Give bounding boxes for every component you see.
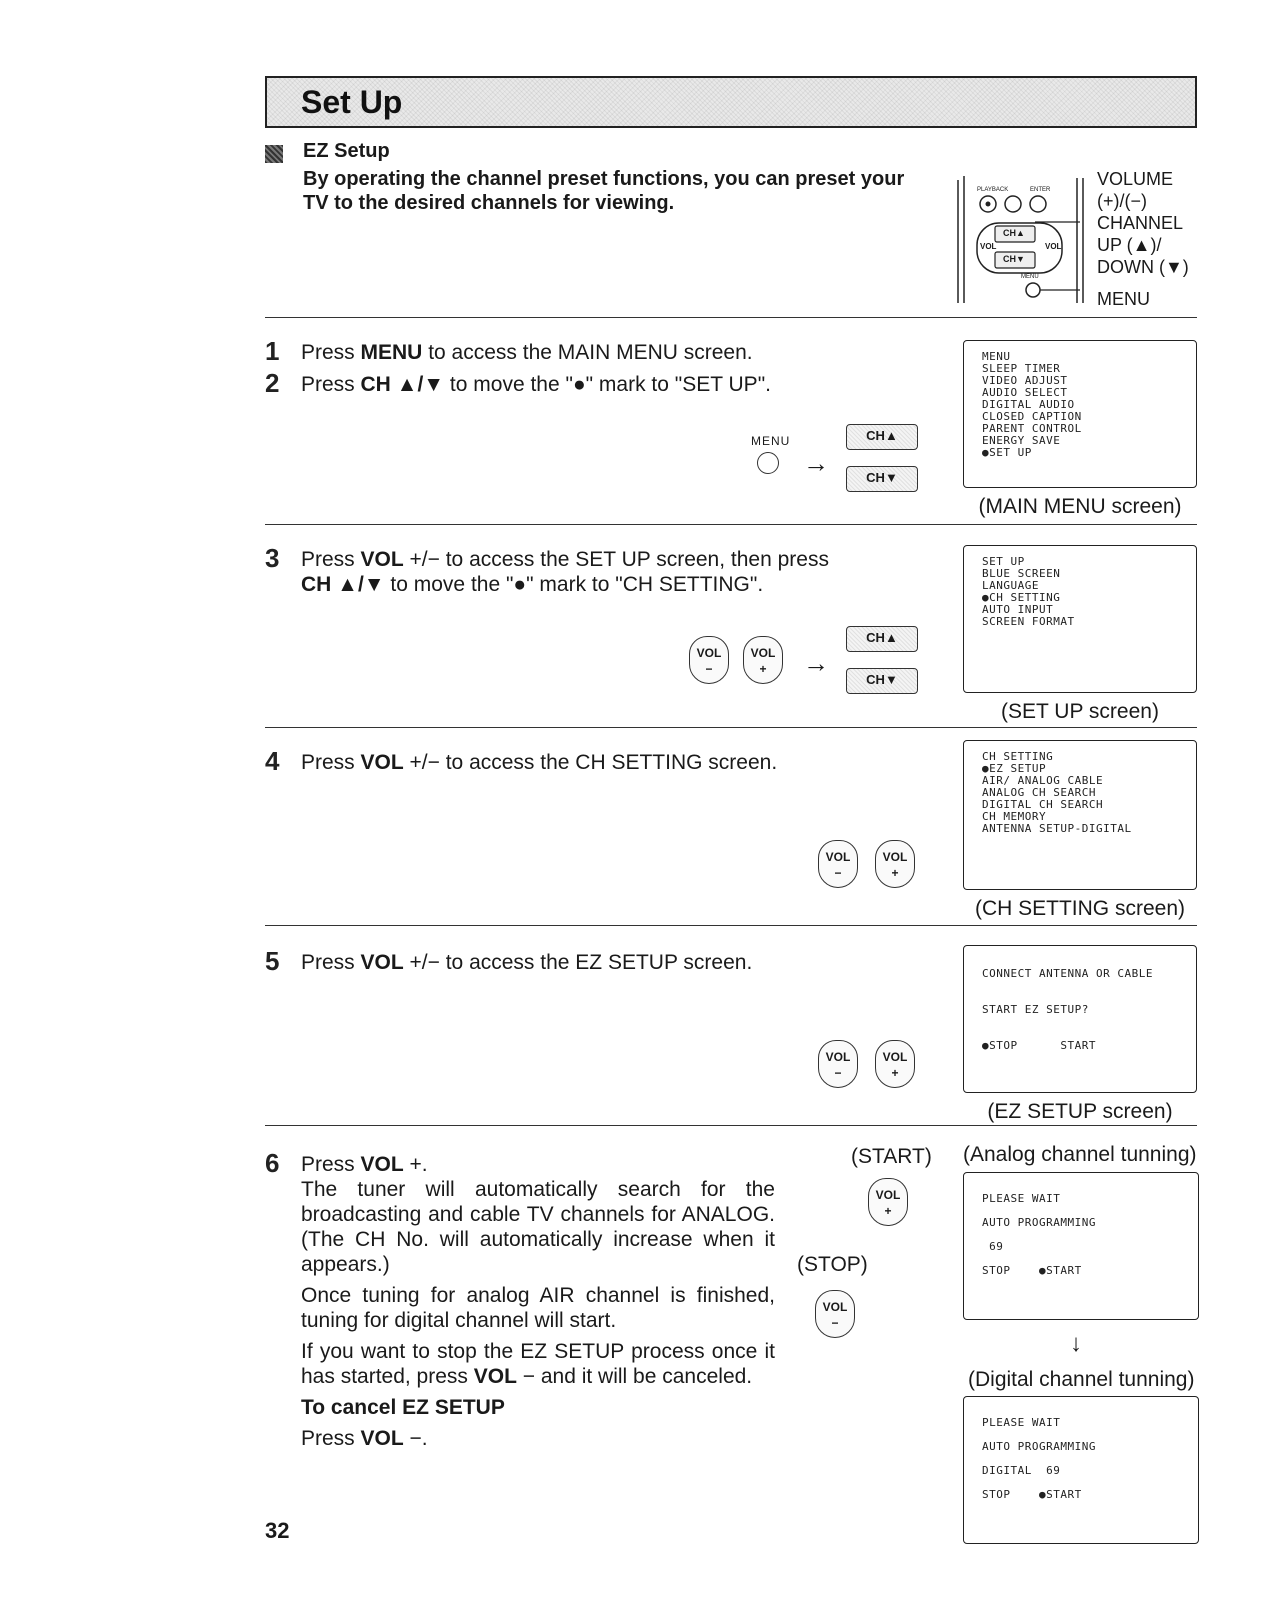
remote-illustration: [955, 168, 1095, 308]
arrow-right-icon: →: [803, 648, 829, 678]
screen-line: AUDIO SELECT: [982, 386, 1068, 399]
screen-line: CONNECT ANTENNA OR CABLE: [982, 967, 1153, 980]
step-text-prefix: Press: [301, 341, 361, 364]
divider: [265, 524, 1197, 525]
screen-line: AUTO PROGRAMMING: [982, 1440, 1096, 1453]
step-text-prefix: Press: [301, 373, 361, 396]
step-text-suffix: to move the "●" mark to "SET UP".: [444, 373, 771, 396]
digital-tuning-screen: [963, 1396, 1199, 1544]
screen-caption: (CH SETTING screen): [974, 897, 1186, 920]
menu-label: MENU: [1097, 289, 1150, 309]
step-1-text: [301, 340, 753, 365]
divider: [265, 317, 1197, 318]
step-text-suffix: +/− to access the CH SETTING screen.: [403, 751, 778, 774]
screen-line: ENERGY SAVE: [982, 434, 1061, 447]
analog-heading: (Analog channel tunning): [963, 1143, 1197, 1166]
step-text-bold: CH ▲/▼: [360, 373, 445, 396]
cancel-heading: To cancel EZ SETUP: [301, 1396, 505, 1419]
menu-button-icon: [1026, 283, 1040, 297]
vol-plus-button[interactable]: [875, 840, 915, 888]
screen-line: AUTO PROGRAMMING: [982, 1216, 1096, 1229]
menu-button-label: MENU: [751, 434, 791, 448]
step-number: 4: [265, 746, 280, 776]
button-sign: −: [834, 866, 842, 880]
button-label: VOL: [822, 1300, 848, 1314]
screen-line: ●CH SETTING: [982, 591, 1061, 604]
step-text-suffix: +/− to access the SET UP screen, then press: [403, 548, 829, 571]
square-bullet-icon: [265, 145, 283, 163]
step-text-suffix: +/− to access the EZ SETUP screen.: [403, 951, 753, 974]
ch-up-button[interactable]: CH▲: [846, 626, 918, 652]
step-text-bold: VOL: [360, 751, 404, 774]
screen-line: SLEEP TIMER: [982, 362, 1061, 375]
digital-heading: (Digital channel tunning): [968, 1368, 1195, 1391]
step-text-prefix: Press: [301, 751, 361, 774]
screen-line: DIGITAL CH SEARCH: [982, 798, 1104, 811]
start-label: (START): [851, 1145, 932, 1168]
divider: [265, 727, 1197, 728]
screen-line: [982, 1016, 1178, 1040]
volume-sub-label: (+)/(−): [1097, 191, 1148, 211]
vol-minus-button[interactable]: [689, 636, 729, 684]
screen-line: [982, 980, 1178, 1004]
button-label: VOL: [882, 850, 908, 864]
ch-down-button[interactable]: CH▼: [846, 466, 918, 492]
remote-vol-left: VOL: [980, 242, 997, 251]
step-6-text: [301, 1152, 775, 1451]
screen-line: AIR/ ANALOG CABLE: [982, 774, 1104, 787]
menu-button-icon[interactable]: [757, 452, 779, 474]
screen-caption: (SET UP screen): [1001, 700, 1159, 723]
screen-line: STOP ●START: [982, 1488, 1082, 1501]
ch-up-button[interactable]: CH▲: [846, 424, 918, 450]
screen-line: CLOSED CAPTION: [982, 410, 1082, 423]
channel-down-label: DOWN (▼): [1097, 257, 1189, 277]
enter-button-icon: [1030, 196, 1046, 212]
step-6-para-2: Once tuning for analog AIR channel is finished, tuning for digital channel will start.: [301, 1284, 775, 1332]
button-label: VOL: [825, 1050, 851, 1064]
ch-setting-screen: [963, 740, 1197, 890]
step-text-bold: VOL: [360, 548, 404, 571]
screen-line: CH MEMORY: [982, 810, 1047, 823]
screen-line: ●EZ SETUP: [982, 762, 1047, 775]
button-sign: +: [891, 1066, 899, 1080]
screen-caption: (MAIN MENU screen): [978, 495, 1182, 518]
remote-ch-up: CH▲: [1003, 228, 1025, 238]
step-text-prefix: If you want to stop the EZ SETUP process once it has started, press: [301, 1340, 775, 1388]
step-text-prefix: Press: [301, 1427, 361, 1450]
screen-line: ●STOP START: [982, 1039, 1096, 1052]
step-text-suffix: − and it will be canceled.: [516, 1365, 753, 1388]
step-text-bold: VOL: [473, 1365, 517, 1388]
ez-setup-screen: [963, 945, 1197, 1093]
vol-minus-button[interactable]: [818, 840, 858, 888]
volume-label: VOLUME: [1097, 169, 1174, 189]
step-text-bold: VOL: [360, 951, 404, 974]
step-6-para-3: [301, 1339, 775, 1389]
screen-line: AUTO INPUT: [982, 603, 1054, 616]
screen-line: MENU: [982, 350, 1011, 363]
remote-vol-right: VOL: [1045, 242, 1062, 251]
step-text-suffix: −.: [403, 1427, 428, 1450]
remote-diagram: [955, 168, 1200, 308]
step-6-para-1: The tuner will automatically search for the broadcasting and cable TV channels for ANALOG. (The CH No. will automatically increase when it appears.): [301, 1178, 775, 1276]
screen-line: SCREEN FORMAT: [982, 615, 1075, 628]
screen-line: ANTENNA SETUP-DIGITAL: [982, 822, 1132, 835]
page-title: Set Up: [301, 84, 403, 120]
remote-menu-small: MENU: [1021, 274, 1039, 280]
step-number: 3: [265, 543, 280, 573]
screen-line: 69: [982, 1240, 1004, 1253]
screen-line: DIGITAL 69: [982, 1464, 1061, 1477]
button-sign: +: [884, 1204, 892, 1218]
page-number: 32: [265, 1518, 290, 1543]
section-intro: By operating the channel preset functions, you can preset your TV to the desired channels for viewing.: [303, 168, 905, 214]
ch-down-button[interactable]: CH▼: [846, 668, 918, 694]
step-4-text: [301, 750, 777, 775]
button-sign: +: [759, 662, 767, 676]
vol-minus-button[interactable]: [815, 1290, 855, 1338]
screen-line: ANALOG CH SEARCH: [982, 786, 1096, 799]
screen-line: STOP ●START: [982, 1264, 1082, 1277]
step-number: 5: [265, 946, 280, 976]
step-5-text: [301, 950, 752, 975]
cancel-text: [301, 1426, 775, 1451]
step-2-text: [301, 372, 771, 397]
step-number: 6: [265, 1148, 280, 1178]
button-label: VOL: [750, 646, 776, 660]
screen-line: DIGITAL AUDIO: [982, 398, 1075, 411]
remote-top-label-1: PLAYBACK: [977, 187, 1009, 193]
screen-line: PLEASE WAIT: [982, 1192, 1061, 1205]
divider: [265, 1125, 1197, 1126]
step-text-bold: MENU: [360, 341, 423, 364]
step-text-suffix: to access the MAIN MENU screen.: [422, 341, 753, 364]
step-text-prefix: Press: [301, 951, 361, 974]
vol-plus-button[interactable]: [868, 1178, 908, 1226]
screen-line: ●SET UP: [982, 446, 1032, 459]
remote-top-label-2: ENTER: [1030, 187, 1051, 193]
step-text-prefix: Press: [301, 548, 361, 571]
zero-button-icon: [1005, 196, 1021, 212]
step-text-prefix: Press: [301, 1153, 361, 1176]
button-label: VOL: [696, 646, 722, 660]
screen-line: VIDEO ADJUST: [982, 374, 1068, 387]
screen-line: LANGUAGE: [982, 579, 1039, 592]
button-sign: +: [891, 866, 899, 880]
arrow-down-icon: ↓: [1070, 1330, 1082, 1357]
screen-line: BLUE SCREEN: [982, 567, 1061, 580]
step-text-suffix: +.: [403, 1153, 428, 1176]
screen-caption: (EZ SETUP screen): [987, 1100, 1173, 1123]
button-label: VOL: [882, 1050, 908, 1064]
screen-line: PLEASE WAIT: [982, 1416, 1061, 1429]
channel-up-label: UP (▲)/: [1097, 235, 1162, 255]
screen-line: PARENT CONTROL: [982, 422, 1082, 435]
main-menu-screen: [963, 340, 1197, 488]
button-label: VOL: [825, 850, 851, 864]
step-number: 2: [265, 368, 280, 398]
stop-label: (STOP): [797, 1253, 868, 1276]
screen-line: START EZ SETUP?: [982, 1003, 1089, 1016]
button-label: VOL: [875, 1188, 901, 1202]
button-sign: −: [834, 1066, 842, 1080]
step-number: 1: [265, 336, 280, 366]
set-up-screen: [963, 545, 1197, 693]
channel-label: CHANNEL: [1097, 213, 1184, 233]
vol-plus-button[interactable]: [743, 636, 783, 684]
arrow-right-icon: →: [803, 448, 829, 478]
step-text-bold: VOL: [360, 1427, 404, 1450]
step-text-bold: CH ▲/▼: [301, 573, 385, 596]
remote-ch-down: CH▼: [1003, 254, 1025, 264]
step-text-suffix: to move the "●" mark to "CH SETTING".: [384, 573, 764, 596]
screen-line: CH SETTING: [982, 750, 1054, 763]
vol-minus-button[interactable]: [818, 1040, 858, 1088]
step-3-text: [301, 547, 829, 597]
step-text-bold: VOL: [360, 1153, 404, 1176]
vol-plus-button[interactable]: [875, 1040, 915, 1088]
button-sign: −: [705, 662, 713, 676]
section-subhead: EZ Setup: [303, 140, 390, 162]
button-sign: −: [831, 1316, 839, 1330]
analog-tuning-screen: [963, 1172, 1199, 1320]
screen-line: SET UP: [982, 555, 1025, 568]
divider: [265, 925, 1197, 926]
section-banner: [265, 76, 1197, 128]
